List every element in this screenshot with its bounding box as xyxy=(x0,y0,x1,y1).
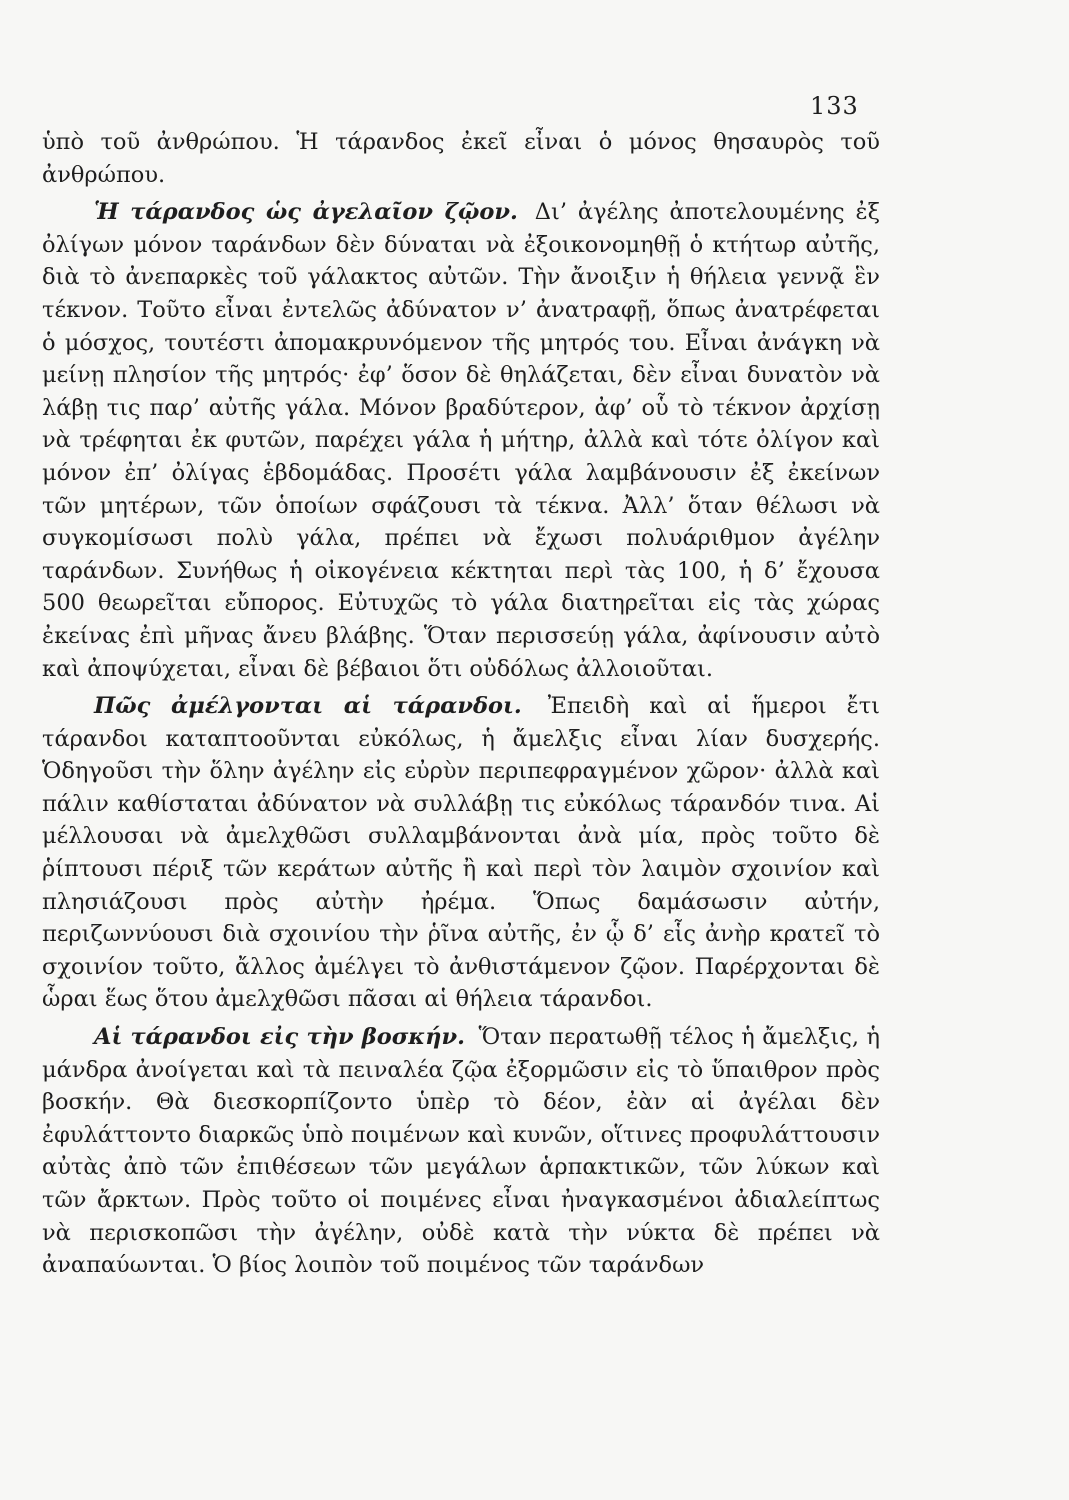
paragraph-text: Ἐπειδὴ καὶ αἱ ἥμεροι ἔτι τάρανδοι καταπτοοῦνται εὐκόλως, ἡ ἄμελξις εἶναι λίαν δυσχερής. Ὁδηγοῦσι τὴν ὅλην ἀγέλην εἰς εὐρὺν περιπεφραγμένον χῶρον· ἀλλὰ καὶ πάλιν καθίσταται ἀδύνατον νὰ συλλάβῃ τις εὐκόλως τάρανδόν τινα. Αἱ μέλλουσαι νὰ ἀμελχθῶσι συλλαμβάνονται ἀνὰ μία, πρὸς τοῦτο δὲ ῥίπτουσι πέριξ τῶν κεράτων αὐτῆς ἢ καὶ περὶ τὸν λαιμὸν σχοινίον καὶ πλησιάζουσι πρὸς αὐτὴν ἠρέμα. Ὅπως δαμάσωσιν αὐτήν, περιζωννύουσι διὰ σχοινίου τὴν ῥῖνα αὐτῆς, ἐν ᾧ δ’ εἷς ἀνὴρ κρατεῖ τὸ σχοινίον τοῦτο, ἄλλος ἀμέλγει τὸ ἀνθιστάμενον ζῷον. Παρέρχονται δὲ ὧραι ἕως ὅτου ἀμελχθῶσι πᾶσαι αἱ θήλεια τάρανδοι. xyxy=(42,693,881,1013)
paragraph-text: Δι’ ἀγέλης ἀποτελουμένης ἐξ ὀλίγων μόνον ταράνδων δὲν δύναται νὰ ἐξοικονομηθῇ ὁ κτήτωρ αὐτῆς, διὰ τὸ ἀνεπαρκὲς τοῦ γάλακτος αὐτῶν. Τὴν ἄνοιξιν ἡ θήλεια γεννᾷ ἓν τέκνον. Τοῦτο εἶναι ἐντελῶς ἀδύνατον ν’ ἀνατραφῇ, ὅπως ἀνατρέφεται ὁ μόσχος, τουτέστι ἀπομακρυνόμενον τῆς μητρός του. Εἶναι ἀνάγκη νὰ μείνῃ πλησίον τῆς μητρός· ἐφ’ ὅσον δὲ θηλάζεται, δὲν εἶναι δυνατὸν νὰ λάβῃ τις παρ’ αὐτῆς γάλα. Μόνον βραδύτερον, ἀφ’ οὗ τὸ τέκνον ἀρχίσῃ νὰ τρέφηται ἐκ φυτῶν, παρέχει γάλα ἡ μήτηρ, ἀλλὰ καὶ τότε ὀλίγον καὶ μόνον ἐπ’ ὀλίγας ἑβδομάδας. Προσέτι γάλα λαμβάνουσιν ἐξ ἐκείνων τῶν μητέρων, τῶν ὁποίων σφάζουσι τὰ τέκνα. Ἀλλ’ ὅταν θέλωσι νὰ συγκομίσωσι πολὺ γάλα, πρέπει νὰ ἔχωσι πολυάριθμον ἀγέλην ταράνδων. Συνήθως ἡ οἰκογένεια κέκτηται περὶ τὰς 100, ἡ δ’ ἔχουσα 500 θεωρεῖται εὔπορος. Εὐτυχῶς τὸ γάλα διατηρεῖται εἰς τὰς χώρας ἐκείνας ἐπὶ μῆνας ἄνευ βλάβης. Ὅταν περισσεύῃ γάλα, ἀφίνουσιν αὐτὸ καὶ ἀποψύχεται, εἶναι δὲ βέβαιοι ὅτι οὐδόλως ἀλλοιοῦται. xyxy=(42,199,880,682)
paragraph xyxy=(42,196,880,685)
section-heading: Ἡ τάρανδος ὡς ἀγελαῖον ζῷον. xyxy=(94,199,518,226)
paragraph xyxy=(42,126,880,191)
section-heading: Πῶς ἀμέλγονται αἱ τάρανδοι. xyxy=(94,693,522,720)
section-heading: Αἱ τάρανδοι εἰς τὴν βοσκήν. xyxy=(94,1024,465,1051)
paragraph xyxy=(42,690,880,1016)
body-text xyxy=(42,126,880,1282)
page-number: 133 xyxy=(810,92,859,120)
paragraph xyxy=(42,1021,880,1282)
paragraph-text: ὑπὸ τοῦ ἀνθρώπου. Ἡ τάρανδος ἐκεῖ εἶναι ὁ μόνος θησαυρὸς τοῦ ἀνθρώπου. xyxy=(42,129,880,188)
paragraph-text: Ὅταν περατωθῇ τέλος ἡ ἄμελξις, ἡ μάνδρα ἀνοίγεται καὶ τὰ πειναλέα ζῷα ἐξορμῶσιν εἰς τὸ ὕπαιθρον πρὸς βοσκήν. Θὰ διεσκορπίζοντο ὑπὲρ τὸ δέον, ἐὰν αἱ ἀγέλαι δὲν ἐφυλάττοντο διαρκῶς ὑπὸ ποιμένων καὶ κυνῶν, οἵτινες προφυλάττουσιν αὐτὰς ἀπὸ τῶν ἐπιθέσεων τῶν μεγάλων ἁρπακτικῶν, τῶν λύκων καὶ τῶν ἄρκτων. Πρὸς τοῦτο οἱ ποιμένες εἶναι ἠναγκασμένοι ἀδιαλείπτως νὰ περισκοπῶσι τὴν ἀγέλην, οὐδὲ κατὰ τὴν νύκτα δὲ πρέπει νὰ ἀναπαύωνται. Ὁ βίος λοιπὸν τοῦ ποιμένος τῶν ταράνδων xyxy=(42,1024,880,1279)
